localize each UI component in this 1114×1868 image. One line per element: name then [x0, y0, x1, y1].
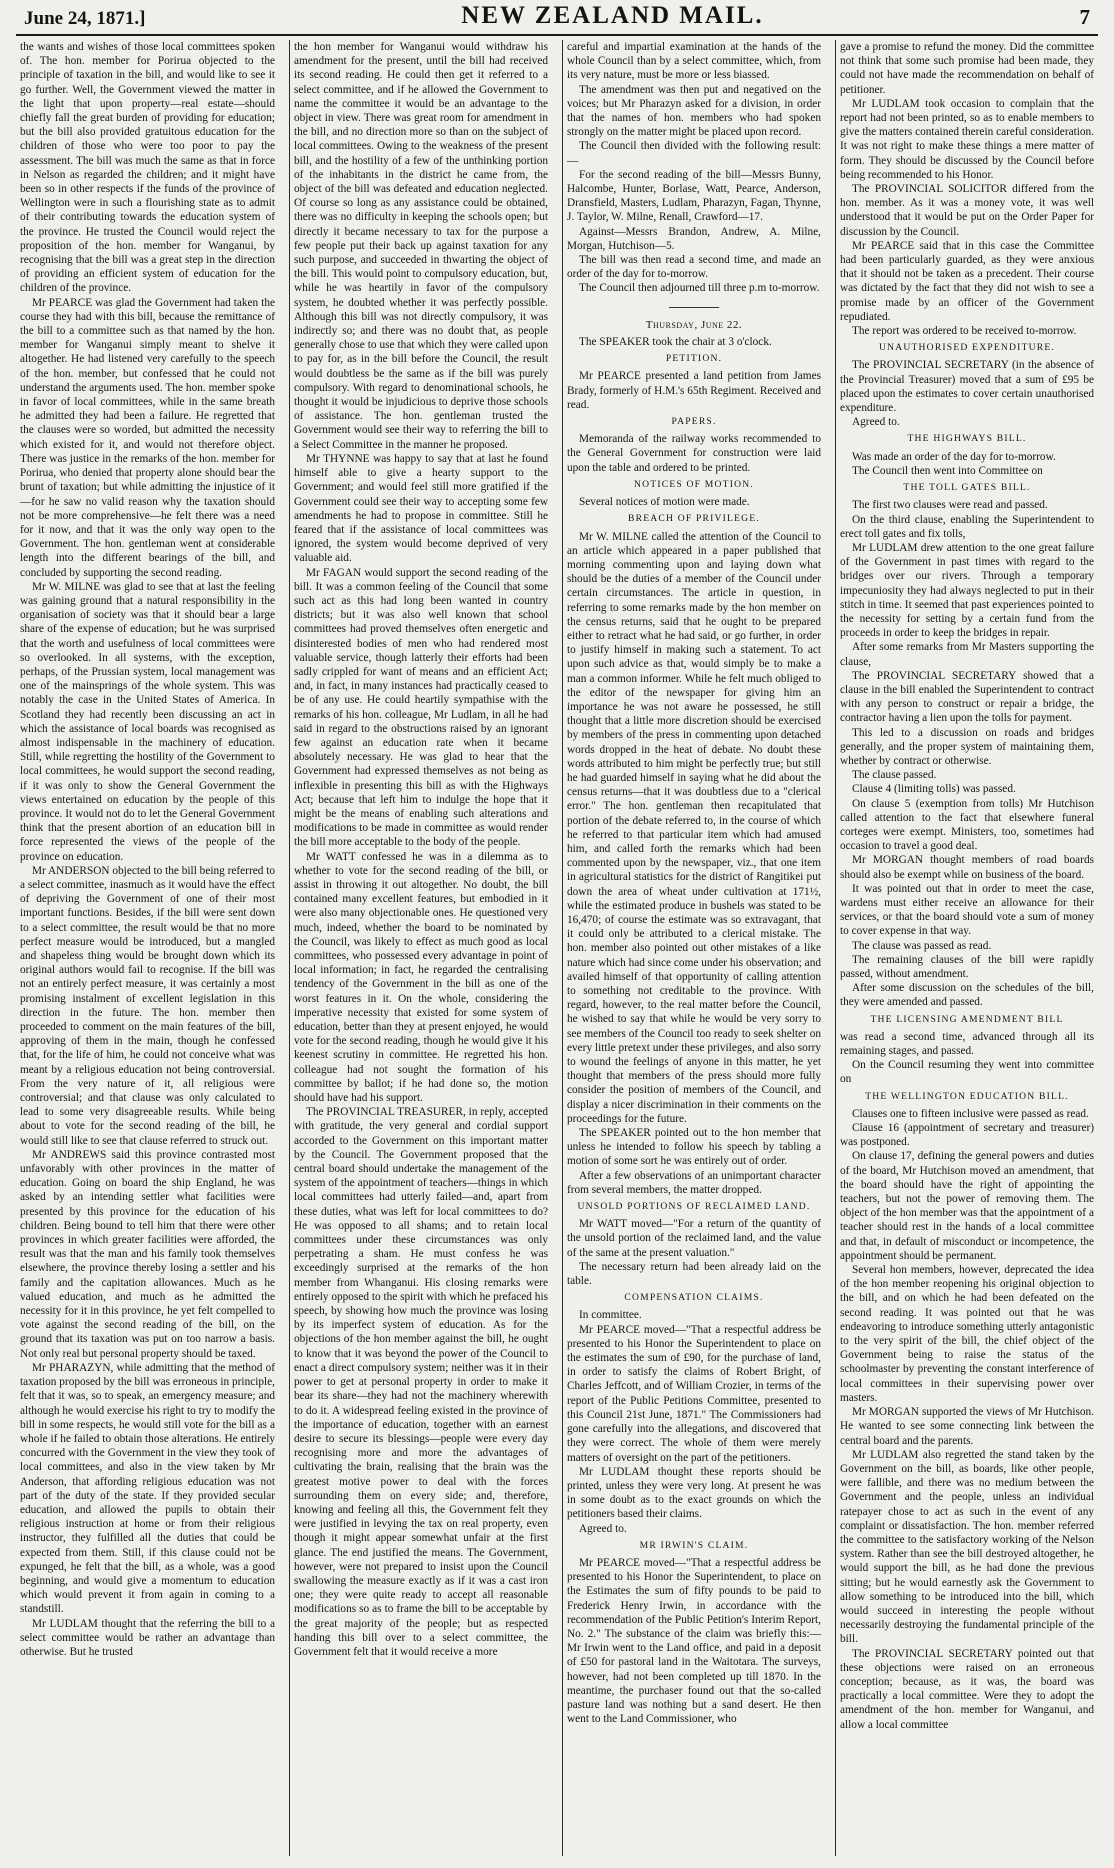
- section-heading: COMPENSATION CLAIMS.: [624, 1292, 764, 1304]
- paragraph: the hon member for Wanganui would withdraw his amendment for the present, until the bill had received its second reading. He could then get it referred to a select committee, and if he allowed the Government to name the committee it would be an advantage to the object in view. There was great room for amendment in the bill, and no direction more so than on the subject of local committees. Owing to the weakness of the present bill, and the hostility of a few of the unthinking portion of the inhabitants in the district he came from, the object of the bill was defeated and education neglected. Of course so long as any assistance could be obtained, there was no difficulty in keeping the schools open; but directly it became necessary to tax for the purpose a few people put their back up against taxation for any such purpose, and succeeded in thwarting the object of the bill. This would point to compulsory education, but, while he was heartily in favor of the compulsory system, he doubted whether it was perfectly possible. Although this bill was not directly compulsory, it was indirectly so; and there was no doubt that, as people generally chose to use that which they were called upon to pay for, as in the bill before the Council, the result would doubtless be the same as if the bill was purely compulsory. With regard to denominational schools, he thought it would be injudicious to deprive those schools of assistance. The hon. gentleman trusted the Government would see their way to referring the bill to a Select Committee in the manner he proposed.: [294, 41, 548, 451]
- paragraph: Mr PEARCE moved—"That a respectful address be presented to his Honor the Superintendent, to place on the Estimates the sum of fifty pounds to be paid to Frederick Henry Irwin, in accordance with the recommendation of the Public Petition's Interim Report, No. 2." The substance of the claim was briefly this:—Mr Irwin went to the Land office, and paid in a deposit of £50 for pastoral land in the Waitotara. The surveys, however, had not been completed up till 1870. In the meantime, the purchaser found out that the so-called pasture land was nothing but a sand desert. He then went to the Land Commissioner, who: [567, 1556, 821, 1726]
- column-1: [16, 40, 279, 1856]
- paragraph: The clause was passed as read.: [852, 939, 992, 952]
- page-number: 7: [1079, 5, 1090, 29]
- paragraph: Against—Messrs Brandon, Andrew, A. Milne, Morgan, Hutchison—5.: [567, 225, 821, 252]
- paragraph: After some discussion on the schedules of the bill, they were amended and passed.: [840, 982, 1094, 1009]
- paragraph: Mr FAGAN would support the second reading of the bill. It was a common feeling of the Council that some such act as this had long been wanted in country districts; but it was also well known that school committees had proved themselves often energetic and disinterested bodies of men who had rendered most valuable service, though latterly their efforts had been sadly crippled for want of means and an efficient Act; and, in fact, in many instances had practically ceased to be of any use. He could heartily sympathise with the remarks of his hon. colleague, Mr Ludlam, in all he had said in regard to the obstructions raised by an ignorant few against an education rate when it became absolutely necessary. He was glad to hear that the Government had expressed themselves as not being as inflexible in presenting this bill as with the Highways Act; because that left him to indulge the hope that it might be the means of enabling such alterations and modifications to be made in committee as would render the bill more acceptable to the body of the people.: [294, 566, 548, 849]
- paragraph: For the second reading of the bill—Messrs Bunny, Halcombe, Hunter, Borlase, Watt, Pearce, Anderson, Dransfield, Masters, Ludlam, Pharazyn, Fagan, Thynne, J. Taylor, W. Milne, Renall, Crawford—17.: [567, 168, 821, 224]
- paragraph: On clause 5 (exemption from tolls) Mr Hutchison called attention to the fact that elsewhere funeral corteges were exempt. Ministers, too, sometimes had occasion to travel a good deal.: [840, 797, 1094, 853]
- paragraph: This led to a discussion on roads and bridges generally, and the proper system of maintaining them, whether by contract or otherwise.: [840, 726, 1094, 767]
- paragraph: Mr LUDLAM took occasion to complain that the report had not been printed, so as to enable members to give the matters contained therein careful consideration. It was not right to make these things a mere matter of form. They should be discussed by the Council before being recommended to his Honor.: [840, 97, 1094, 181]
- paragraph: Mr ANDREWS said this province contrasted most unfavorably with other provinces in the matter of education. Going on board the ship England, he was asked by an intending settler what facilities were presented by this province for the education of his children. Being bound to tell him that there were other provinces in which greater facilities were afforded, the result was that the man and his family took themselves elsewhere, the province thereby losing a settler and his family and the capitation allowances. Much as he valued education, and much as he admitted the necessity for it in this province, he yet felt compelled to vote against the second reading of the bill, on the ground that its taxation was put on too narrow a basis. Not only real but personal property should be taxed.: [20, 1148, 275, 1360]
- paragraph: Mr WATT confessed he was in a dilemma as to whether to vote for the second reading of the bill, or assist in throwing it out altogether. No doubt, the bill contained many excellent features, but embodied in it were also many objectionable ones. He questioned very much, indeed, whether the board to be nominated by the Council, was likely to effect as much good as local committees, who possessed every advantage in point of local information; in fact, he regarded the centralising tendency of the Government in the bill as one of the worst features in it. On the whole, considering the imperative necessity that existed for some system of education, better than they at present enjoyed, he would vote for the second reading, though he would give it his keenest scrutiny in committee. He regretted his hon. colleague had not sought the formation of his committee by ballot; if he had done so, the motion should have had his support.: [294, 850, 548, 1105]
- section-heading: UNAUTHORISED EXPENDITURE.: [878, 342, 1056, 354]
- paragraph: Mr PEARCE moved—"That a respectful address be presented to his Honor the Superintendent to place on the estimates the sum of £90, for the purchase of land, in order to satisfy the claims of Robert Bright, of Charles Jeffcott, and of William Crozier, in terms of the report of the Public Petitions Committee, presented to this Council 21st June, 1871." The Commissioners had gone carefully into the allegations, and discovered that they were correct. The whole of them were merely matters of oversight on the part of the petitioners.: [567, 1323, 821, 1464]
- paragraph: On clause 17, defining the general powers and duties of the board, Mr Hutchison moved an amendment, that the board should have the right of appointing the teachers, but not the power of removing them. The object of the hon member was that the appointment of a teacher should rest in the hands of a local committee and that, in default of misconduct or incompetence, the appointment should be permanent.: [840, 1150, 1094, 1262]
- newspaper-title: NEW ZEALAND MAIL.: [461, 2, 764, 29]
- paragraph: The Council then went into Committee on: [852, 464, 1043, 477]
- paragraph: Mr LUDLAM thought that the referring the bill to a select committee would be rather an advantage than otherwise. But he trusted: [20, 1617, 275, 1658]
- paragraph: The necessary return had been already laid on the table.: [567, 1260, 821, 1288]
- column-2: [289, 40, 552, 1856]
- paragraph: Mr LUDLAM also regretted the stand taken by the Government on the bill, as boards, like other people, were fallible, and there was no medium between the Government and the people, unless an individual ratepayer chose to act as such in the event of any complaint or dissatisfaction. The hon. member referred the committee to the satisfactory working of the Nelson system. Rather than see the bill destroyed altogether, he would support the bill, as he had done the previous sitting; but he would earnestly ask the Government to allow something to be introduced into the bill, which would succeed in interesting the people without necessarily destroying the fundamental principle of the bill.: [840, 1448, 1094, 1646]
- section-divider: [567, 300, 821, 314]
- paragraph: Mr LUDLAM thought these reports should be printed, unless they were very long. At present he was in some doubt as to the exact grounds on which the petitioners based their claims.: [567, 1465, 821, 1521]
- paragraph: The remaining clauses of the bill were rapidly passed, without amendment.: [840, 953, 1094, 980]
- paragraph: Mr WATT moved—"For a return of the quantity of the unsold portion of the reclaimed land, and the value of the same at the present valuation.": [567, 1218, 821, 1259]
- paragraph: The amendment was then put and negatived on the voices; but Mr Pharazyn asked for a division, in order that the names of hon. members who had spoken strongly on the matter might be placed upon record.: [567, 83, 821, 139]
- column-4: [835, 40, 1098, 1856]
- paragraph: After some remarks from Mr Masters supporting the clause,: [840, 641, 1094, 668]
- paragraph: Mr PEARCE was glad the Government had taken the course they had with this bill, because the remittance of the bill to a committee such as that named by the hon. member for Wanganui simply meant to shelve it altogether. He had listened very carefully to the speech of the hon. member, but confessed that he could not understand the arguments used. The hon. member spoke in favor of local committees, while in the same breath he admitted they had been a failure. He regretted that the clauses were so worded, but admitted the necessity which existed for it, and would not therefore object. There was justice in the remarks of the hon. member for Porirua, who denied that property alone should bear the brunt of taxation; but while admitting the injustice of it—for he saw no valid reason why the taxation should not be more comprehensive—he felt there was a need for it now, and that it was the only way open to the Government. The hon. gentleman went at considerable length into the different bearings of the bill, and concluded by supporting the second reading.: [20, 296, 275, 579]
- paragraph: Several hon members, however, deprecated the idea of the hon member reopening his original objection to the bill, and on which he had been defeated on the second reading. It was pointed out that he was endeavoring to introduce something utterly antagonistic to the very spirit of the bill, the chief object of the Government being to raise the status of the schoolmaster by preventing the constant interference of local committees in their supervising power over masters.: [840, 1264, 1094, 1404]
- paragraph: On the third clause, enabling the Superintendent to erect toll gates and fix tolls,: [840, 513, 1094, 540]
- paragraph: The SPEAKER pointed out to the hon member that unless he intended to follow his speech by tabling a motion of some sort he was entirely out of order.: [567, 1127, 821, 1168]
- paragraph: careful and impartial examination at the hands of the whole Council than by a select committee, which, from its very nature, must be more or less biassed.: [567, 41, 821, 82]
- issue-date: June 24, 1871.]: [24, 8, 146, 29]
- paragraph: Agreed to.: [579, 1522, 627, 1535]
- paragraph: gave a promise to refund the money. Did the committee not think that some such promise had been made, they could not have made the recommendation on behalf of petitioner.: [840, 41, 1094, 96]
- section-heading: NOTICES OF MOTION.: [634, 478, 754, 490]
- section-heading: THE WELLINGTON EDUCATION BILL.: [865, 1090, 1069, 1102]
- paragraph: Clause 16 (appointment of secretary and treasurer) was postponed.: [840, 1122, 1094, 1149]
- paragraph: Several notices of motion were made.: [579, 496, 750, 509]
- paragraph: The PROVINCIAL SECRETARY pointed out that these objections were raised on an erroneous conception; because, as it was, the board was practically a local committee. Were they to adopt the amendment of the hon. member for Wanganui, and allow a local committee: [840, 1647, 1094, 1731]
- section-heading: MR IRWIN'S CLAIM.: [639, 1539, 749, 1551]
- paragraph: The first two clauses were read and passed.: [852, 499, 1048, 512]
- paragraph: The SPEAKER took the chair at 3 o'clock.: [579, 336, 772, 349]
- paragraph: Was made an order of the day for to-morrow.: [852, 450, 1056, 463]
- paragraph: The PROVINCIAL SOLICITOR differed from the hon. member. As it was a money vote, it was well understood that it would be put on the Order Paper for discussion by the Council.: [840, 183, 1094, 238]
- section-heading: PAPERS.: [671, 416, 717, 428]
- section-heading: PETITION.: [665, 353, 723, 365]
- paragraph: Mr PHARAZYN, while admitting that the method of taxation proposed by the bill was erroneous in principle, felt that it was, so to speak, an emergency measure; and although he would exercise his right to try to modify the bill in some respects, he would still vote for the bill as a whole if he failed to obtain those alterations. He entirely concurred with the Government in the view they took of local committees, and also in the view taken by Mr Anderson, that affording religious education was not part of the duty of the state. If they provided secular education, and allowed the pupils to obtain their religious instruction at home or from their religious instructor, they fulfilled all the duties that could be expected from them. Still, if this clause could not be expunged, he felt that the bill, as a whole, was a good beginning, and would give a momentum to education which would prevent it from again in coming to a standstill.: [20, 1361, 275, 1616]
- paragraph: Clause 4 (limiting tolls) was passed.: [852, 783, 1016, 796]
- masthead: [16, 0, 1098, 36]
- paragraph: Mr MORGAN supported the views of Mr Hutchison. He wanted to see some connecting link between the central board and the parents.: [840, 1406, 1094, 1447]
- paragraph: The PROVINCIAL SECRETARY showed that a clause in the bill enabled the Superintendent to contract with any person to construct or repair a bridge, the contractor having a lien upon the tolls for payment.: [840, 669, 1094, 725]
- section-heading: BREACH OF PRIVILEGE.: [628, 513, 760, 525]
- paragraph: the wants and wishes of those local committees spoken of. The hon. member for Porirua objected to the principle of taxation in the bill, and would like to see it go further. Well, the Government viewed the matter in the light that upon property—real estate—should chiefly fall the great burden of providing for education; but the bill also provided gratuitous education for the children of those who were too poor to pay the assessment. The bill was much the same as that in force in Nelson as regarded the children; and it might have been so in other respects if the funds of the province of Wellington were in such a flourishing state as to admit of their contributing towards the education system of the province. He trusted the Council would reject the proposition of the hon. member for Wanganui, by recognising that the bill was a great step in the direction of providing an efficient system of education for the children of the province.: [20, 41, 275, 295]
- paragraph: Mr PEARCE presented a land petition from James Brady, formerly of H.M.'s 65th Regiment. Received and read.: [567, 370, 821, 411]
- paragraph: Mr W. MILNE was glad to see that at last the feeling was gaining ground that a natural responsibility in the organisation of society was that it should bear a large share of the expense of education; but he was surprised that the worth and usefulness of local committees were so overlooked. In all systems, with the exception, perhaps, of the Prussian system, local management was one of the mainsprings of the whole system. This was notably the case in the United States of America. In Scotland they had recently been discussing an act in which the assistance of local boards was recognised as almost indispensable in the machinery of education. Still, while regretting the hostility of the Government to local committees, he would support the second reading, if it was only to show the General Government the views entertained on education by the people of this province. It would not do to let the General Government think that the present abortion of an education bill in force represented the views of the people of the province on education.: [20, 580, 275, 863]
- section-heading: UNSOLD PORTIONS OF RECLAIMED LAND.: [577, 1201, 811, 1213]
- paragraph: Agreed to.: [852, 416, 900, 429]
- paragraph: On the Council resuming they went into committee on: [840, 1059, 1094, 1086]
- paragraph: Memoranda of the railway works recommended to the General Government for construction were laid upon the table and ordered to be printed.: [567, 433, 821, 474]
- paragraph: The report was ordered to be received to-morrow.: [852, 325, 1077, 338]
- paragraph: After a few observations of an unimportant character from several members, the matter dropped.: [567, 1169, 821, 1196]
- article-columns: [16, 36, 1098, 1856]
- date-heading: Thursday, June 22.: [645, 318, 743, 331]
- paragraph: was read a second time, advanced through all its remaining stages, and passed.: [840, 1030, 1094, 1058]
- paragraph: In committee.: [579, 1309, 642, 1322]
- paragraph: It was pointed out that in order to meet the case, wardens must either receive an allowance for their services, or that the board should vote a sum of money to cover expense in that way.: [840, 882, 1094, 938]
- paragraph: Mr LUDLAM drew attention to the one great failure of the Government in past times with regard to the bridges over our rivers. Through a temporary impecuniosity they had always neglected to put in their stitch in time. It seemed that past experiences pointed to the necessity for setting by a certain fund from the proceeds in order to keep the bridges in repair.: [840, 541, 1094, 640]
- paragraph: The PROVINCIAL SECRETARY (in the absence of the Provincial Treasurer) moved that a sum of £95 be placed upon the estimates to cover certain unauthorised expenditure.: [840, 359, 1094, 415]
- paragraph: Mr PEARCE said that in this case the Committee had been particularly guarded, as they were anxious that it should not be taken as a precedent. Their course was dictated by the fact that they did not wish to see a promise made by an officer of the Government repudiated.: [840, 239, 1094, 323]
- section-heading: THE HIGHWAYS BILL.: [907, 433, 1027, 445]
- section-heading: THE LICENSING AMENDMENT BILL: [870, 1013, 1064, 1025]
- paragraph: The bill was then read a second time, and made an order of the day for to-morrow.: [567, 254, 821, 281]
- section-heading: THE TOLL GATES BILL.: [903, 482, 1031, 494]
- paragraph: Clauses one to fifteen inclusive were passed as read.: [852, 1107, 1089, 1120]
- column-3: [562, 40, 825, 1856]
- paragraph: The Council then divided with the following result:—: [567, 140, 821, 167]
- paragraph: The clause passed.: [852, 769, 937, 782]
- paragraph: The Council then adjourned till three p.m to-morrow.: [579, 282, 820, 295]
- paragraph: Mr THYNNE was happy to say that at last he found himself able to give a hearty support to the Government; and would feel still more gratified if the Government could see their way to accepting some few amendments he had to propose in committee. Still he feared that if the assistance of local committees was ignored, the system would become deprived of very valuable aid.: [294, 452, 548, 565]
- paragraph: Mr ANDERSON objected to the bill being referred to a select committee, inasmuch as it would have the effect of depriving the Government of one of their most important functions. Besides, if the bill were sent down to a select committee, the result would be that no more perfect measure would be introduced, but a mangled and shapeless thing would be brought down which its original authors would fail to recognise. If the bill was not an entirely perfect measure, it was certainly a most promising instalment of excellent legislation in this direction in the future. The hon. member then proceeded to comment on the main features of the bill, approving of them in the main, though he confessed that, for the life of him, he could not conceive what was meant by a religious education not being controversial. From the very nature of it, all religious were controversial; and that clause was only calculated to lead to some very disagreeable results. While being about to vote for the second reading of the bill, he would still like to see that clause referred to struck out.: [20, 864, 275, 1147]
- paragraph: Mr MORGAN thought members of road boards should also be exempt while on business of the board.: [840, 854, 1094, 881]
- paragraph: The PROVINCIAL TREASURER, in reply, accepted with gratitude, the very general and cordial support accorded to the Government on this important matter by the Council. The Government proposed that the central board should undertake the management of the system of the appointment of teachers—things in which local committees had utterly failed—and, apart from these duties, what was left for local committees to do? He was opposed to all shams; and to retain local committees under these circumstances was only perpetrating a sham. He must confess he was exceedingly surprised at the remarks of the hon member from Whanganui. His closing remarks were entirely opposed to the spirit with which he prefaced his speech, by showing how much the province was losing by its imperfect system of education. As for the objections of the hon member against the bill, he ought to know that it was beyond the power of the Council to enact a direct compulsory system; neither was it in their power to get at personal property in order to make it bear its share—they had not the machinery wherewith to do it. A widespread feeling existed in the province of the importance of education, together with an earnest desire to secure its blessings—people were every day recognising more and more the advantages of cultivating the brain, realising that the brain was the greatest motive power to deal with the forces surrounding them on every side; and, therefore, knowing and feeling all this, the Government felt they were justified in levying the tax on real property, even though it might appear somewhat unfair at the first glance. The end justified the means. The Government, however, were not prepared to insist upon the Council swallowing the measure exactly as if it was a cast iron one; they were quite ready to accept all reasonable modifications so as to frame the bill to be acceptable by the great majority of the people; but as respected handing this bill over to a select committee, the Government felt that it would receive a more: [294, 1106, 548, 1658]
- paragraph: Mr W. MILNE called the attention of the Council to an article which appeared in a paper published that morning commenting upon and laying down what should be the duties of a member of the Council under certain circumstances. The article in question, in referring to some remarks made by the hon member on the census returns, said that he ought to be prepared either to retract what he had said, or go further, in order to justify himself in making such a statement. To act upon such advice as that, would simply be to make a man a common informer. While he felt much obliged to the editor of the newspaper for giving him an importance he was not aware he possessed, he still thought that a little more discretion should be exercised by members of the press in commenting upon detached words dropped in the heat of debate. No doubt these words attributed to him might be perfectly true; but still he had guarded himself in saying what he did about the census returns—that it was doubtless due to a "clerical error." The hon. gentleman then recapitulated that portion of the debate referred to, in the course of which he referred to that particular item which had amused him, and called forth the remarks which had been commented upon by the newspaper, viz., that one item in agricultural statistics for the district of Rangitikei put down the area of wheat under cultivation at 171½, while the estimated produce in bushels was stated to be 16,470; of course the estimate was so extravagant, that it could only be attributed to a clerical mistake. The hon. member also pointed out other mistakes of a like nature which had since come under his observation; and availed himself of that opportunity of calling attention to something not creditable to the province. With regard, however, to the real matter before the Council, he wished to say that while he would be very sorry to see members of the Council too ready to seek shelter on every little pretext under these privileges, and also sorry to wound the feelings of anyone in this matter, he yet thought that members of the press should more fully consider the position of members of the Council, and display a nicer discrimination in their comments on the proceedings for the future.: [567, 530, 821, 1125]
